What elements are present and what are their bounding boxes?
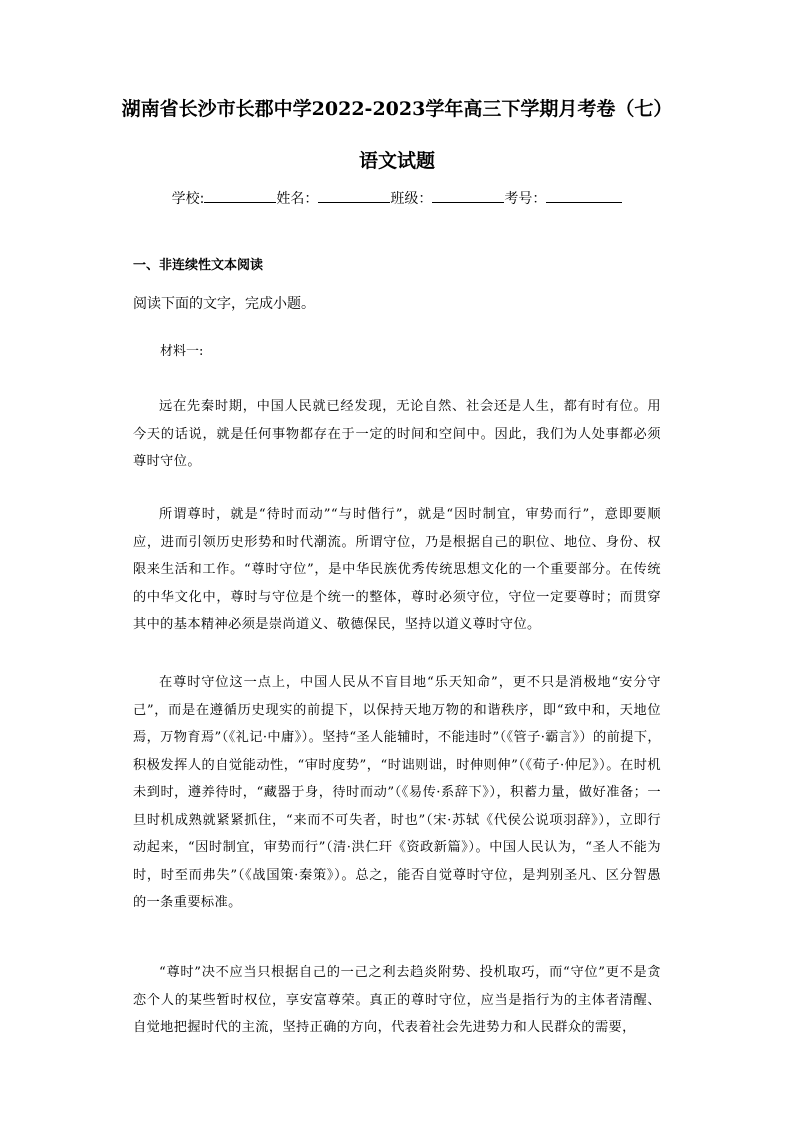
paragraph: “尊时”决不应当只根据自己的一己之利去趋炎附势、投机取巧，而“守位”更不是贪恋个人的某些暂时权位，享安富尊荣。真正的尊时守位，应当是指行为的主体者清醒、自觉地把握时代的主流，坚持正确的方向，代表着社会先进势力和人民群众的需要， <box>133 965 661 1036</box>
exam-number-label: 考号： <box>504 191 547 207</box>
exam-subtitle: 语文试题 <box>358 150 435 172</box>
school-blank[interactable] <box>204 188 276 203</box>
name-blank[interactable] <box>318 188 390 203</box>
section-heading: 一、非连续性文本阅读 <box>133 258 264 273</box>
name-label: 姓名： <box>276 191 319 207</box>
paragraph: 在尊时守位这一点上，中国人民从不盲目地“乐天知命”，更不只是消极地“安分守己”，而是在遵循历史现实的前提下，以保持天地万物的和谐秩序，即“致中和，天地位焉，万物育焉”（《礼记·中庸》）。坚持“圣人能辅时，不能违时”（《管子·霸言》）的前提下，积极发挥人的自觉能动性，“审时度势”，“时诎则诎，时伸则伸”（《荀子·仲尼》）。在时机未到时，遵养待时，“藏器于身，待时而动”（《易传·系辞下》），积蓄力量，做好准备；一旦时机成熟就紧紧抓住，“来而不可失者，时也”（宋·苏轼《代侯公说项羽辞》），立即行动起来，“因时制宜，审势而行”（清·洪仁玕《资政新篇》）。中国人民认为，“圣人不能为时，时至而弗失”（《战国策·秦策》）。总之，能否自觉尊时守位，是判别圣凡、区分智愚的一条重要标准。 <box>133 675 661 911</box>
paragraph: 所谓尊时，就是“待时而动”“与时偕行”，就是“因时制宜，审势而行”，意即要顺应，进而引领历史形势和时代潮流。所谓守位，乃是根据自己的职位、地位、身份、权限来生活和工作。“尊时守位”，是中华民族优秀传统思想文化的一个重要部分。在传统的中华文化中，尊时与守位是个统一的整体，尊时必须守位，守位一定要尊时；而贯穿其中的基本精神必须是崇尚道义、敬德保民，坚持以道义尊时守位。 <box>133 507 661 633</box>
exam-title: 湖南省长沙市长郡中学2022-2023学年高三下学期月考卷（七） <box>121 98 673 120</box>
reading-instruction: 阅读下面的文字，完成小题。 <box>133 296 315 312</box>
material-label: 材料一: <box>160 344 204 359</box>
paragraph: 远在先秦时期，中国人民就已经发现，无论自然、社会还是人生，都有时有位。用今天的话说，就是任何事物都存在于一定的时间和空间中。因此，我们为人处事都必须尊时守位。 <box>133 399 661 470</box>
exam-number-blank[interactable] <box>546 188 622 203</box>
class-label: 班级： <box>390 191 433 207</box>
school-label: 学校: <box>171 191 205 207</box>
class-blank[interactable] <box>432 188 504 203</box>
student-info-line <box>0 188 794 208</box>
